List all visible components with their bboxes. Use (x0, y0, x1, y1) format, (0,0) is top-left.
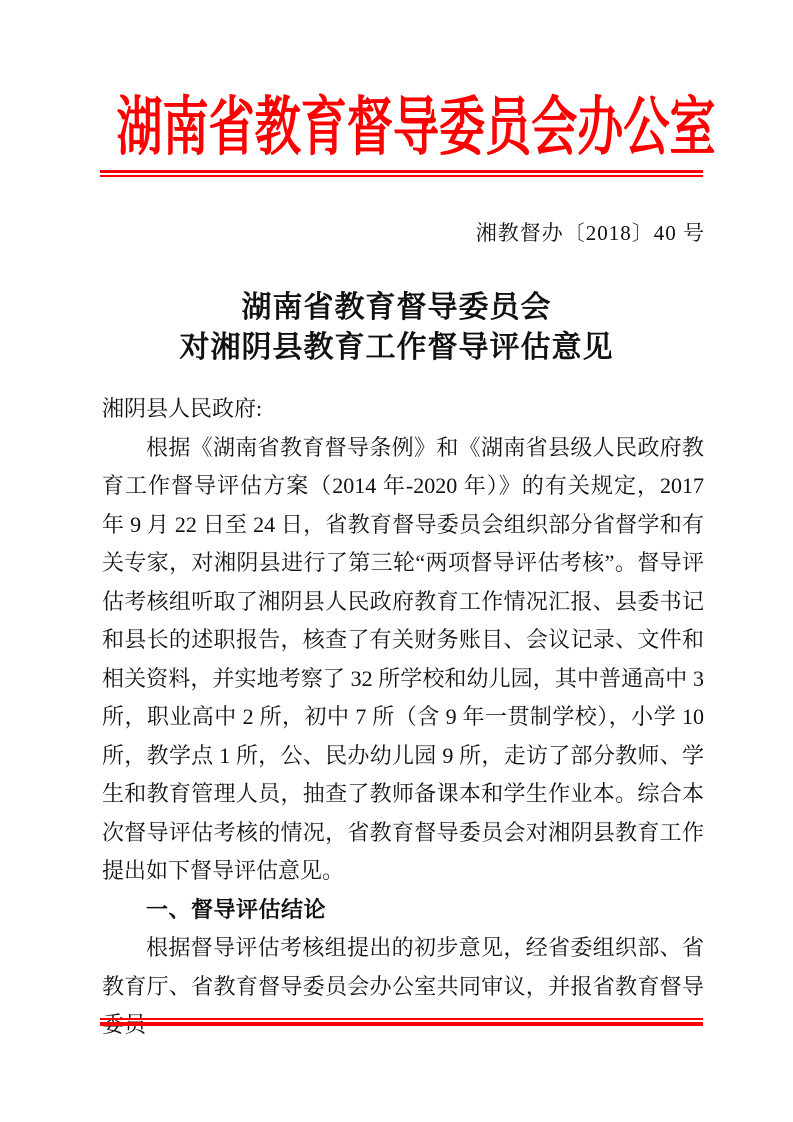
paragraph-2: 根据督导评估考核组提出的初步意见，经省委组织部、省教育厅、省教育督导委员会办公室共同审议，并报省教育督导委员 (102, 935, 704, 1037)
document-reference-number: 湘教督办〔2018〕40 号 (475, 221, 705, 245)
letterhead-agency-title-text: 湖南省教育督导委员会办公室 (116, 92, 716, 163)
salutation: 湘阴县人民政府: (102, 396, 263, 421)
letterhead-agency-title (0, 92, 793, 164)
paragraph-1: 根据《湖南省教育督导条例》和《湖南省县级人民政府教育工作督导评估方案（2014 年-2020 年）》的有关规定，2017 年 9 月 22 日至 24 日，省教育督导委员会组织部分省督学和有关专家，对湘阴县进行了第三轮“两项督导评估考核”。督导评估考核组听取了湘阴县人民政府教育工作情况汇报、县委书记和县长的述职报告，核查了有关财务账目、会议记录、文件和相关资料，并实地考察了 32 所学校和幼儿园，其中普通高中 3 所，职业高中 2 所，初中 7 所（含 9 年一贯制学校），小学 10 所，教学点 1 所，公、民办幼儿园 9 所，走访了部分教师、学生和教育管理人员，抽查了教师备课本和学生作业本。综合本次督导评估考核的情况，省教育督导委员会对湘阴县教育工作提出如下督导评估意见。 (102, 434, 704, 883)
document-title-line2: 对湘阴县教育工作督导评估意见 (179, 331, 614, 364)
document-body (102, 390, 704, 1045)
letterhead-double-rule (100, 170, 703, 177)
document-title (0, 288, 793, 368)
document-title-line1: 湖南省教育督导委员会 (241, 291, 552, 324)
section-1-heading: 一、督导评估结论 (146, 896, 327, 922)
footer-thin-thick-rule (100, 1018, 703, 1026)
